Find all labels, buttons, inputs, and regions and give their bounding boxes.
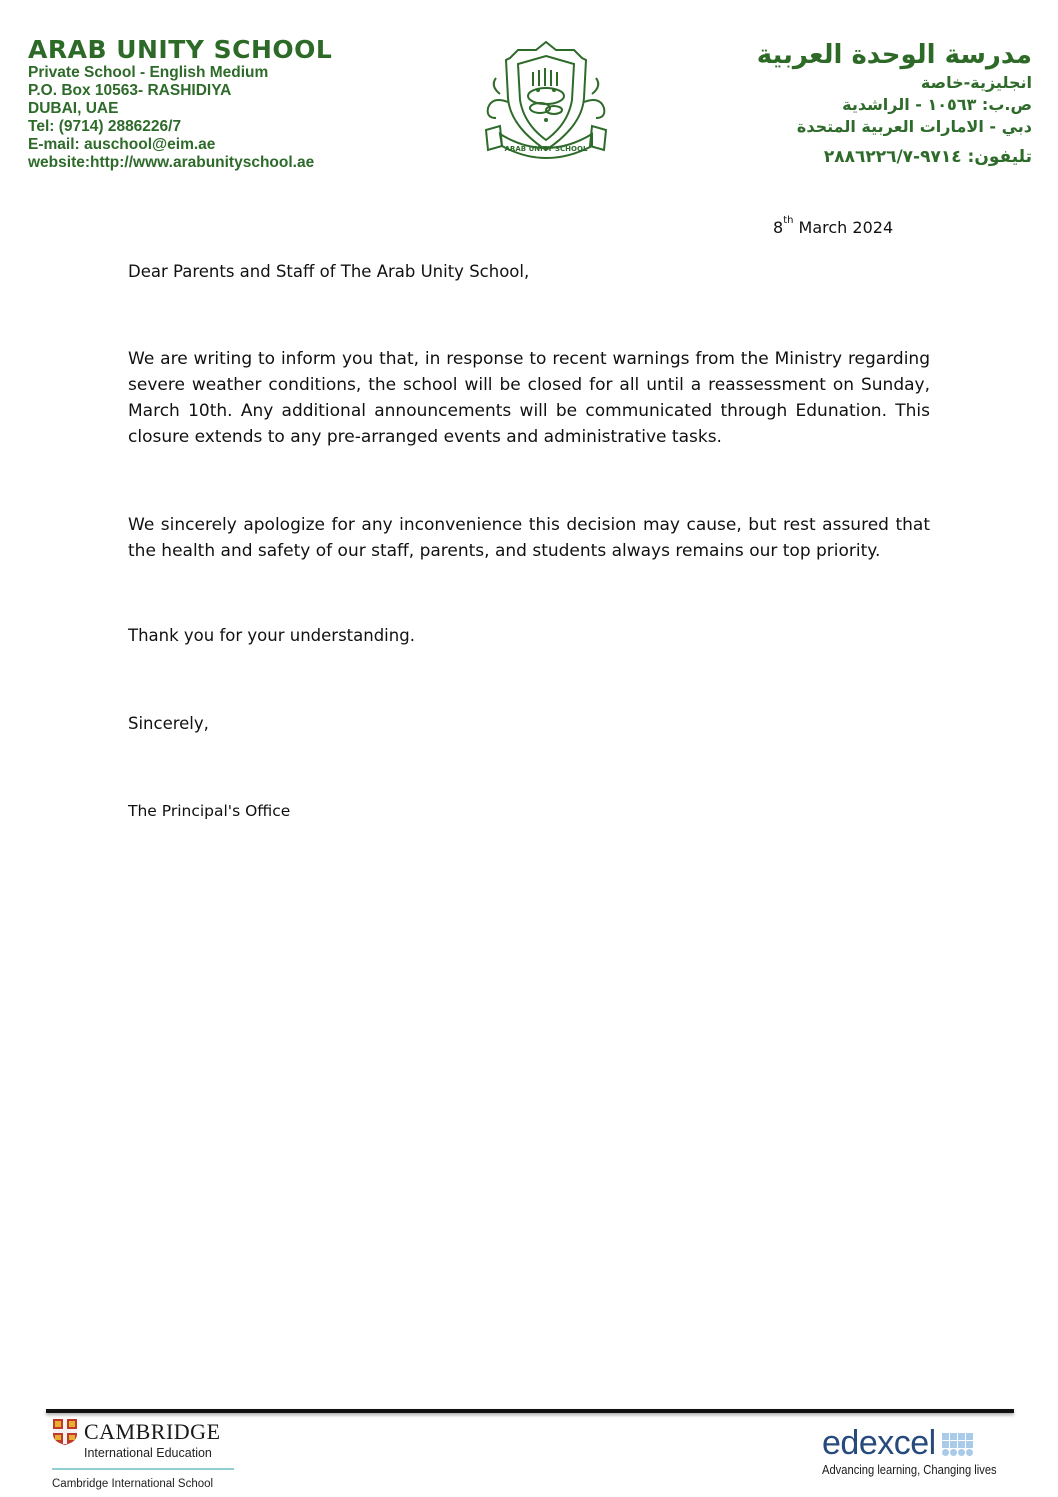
crest-banner-text: ARAB UNITY SCHOOL — [504, 145, 588, 153]
school-type: Private School - English Medium — [28, 64, 269, 81]
telephone-arabic: تليفون: ٩٧١٤-٢٨٨٦٢٢٦/٧ — [823, 147, 1032, 167]
date-day: 8 — [773, 218, 784, 237]
footer-divider — [46, 1409, 1014, 1413]
po-box-arabic: ص.ب: ١٠٥٦٣ - الراشدية — [842, 95, 1032, 114]
cambridge-divider — [52, 1468, 234, 1470]
city-arabic: دبي - الامارات العربية المتحدة — [796, 117, 1032, 136]
po-box: P.O. Box 10563- RASHIDIYA — [28, 82, 232, 99]
date-suffix: th — [783, 215, 794, 226]
paragraph-apology: We sincerely apologize for any inconvenience this decision may cause, but rest assured that the health and safety of our staff, parents, and students always remains our top priority. — [128, 515, 930, 561]
salutation: Dear Parents and Staff of The Arab Unity School, — [128, 262, 530, 281]
school-type-arabic: انجليزية-خاصة — [920, 73, 1032, 92]
city: DUBAI, UAE — [28, 100, 119, 117]
letterhead-arabic — [757, 38, 1032, 170]
website: website:http://www.arabunityschool.ae — [28, 154, 315, 171]
email: E-mail: auschool@eim.ae — [28, 136, 216, 153]
school-crest-icon — [478, 38, 614, 160]
cambridge-shield-icon — [52, 1418, 78, 1446]
school-name-arabic: مدرسة الوحدة العربية — [756, 40, 1032, 70]
edexcel-grid-icon — [942, 1433, 973, 1456]
telephone: Tel: (9714) 2886226/7 — [28, 118, 182, 135]
school-name: ARAB UNITY SCHOOL — [28, 35, 333, 64]
signature: The Principal's Office — [128, 802, 291, 820]
letter-date — [773, 215, 894, 237]
cambridge-subtitle: International Education — [84, 1446, 212, 1460]
letterhead-english — [28, 36, 332, 172]
edexcel-wordmark: edexcel — [822, 1424, 936, 1462]
edexcel-tagline: Advancing learning, Changing lives — [822, 1462, 997, 1477]
thanks-line: Thank you for your understanding. — [128, 626, 415, 645]
edexcel-logo — [822, 1424, 1012, 1477]
cambridge-wordmark: CAMBRIDGE — [84, 1419, 221, 1444]
date-month-year: March 2024 — [793, 218, 894, 237]
cambridge-logo — [52, 1418, 242, 1490]
paragraph-closure-notice: We are writing to inform you that, in response to recent warnings from the Ministry regarding severe weather conditions, the school will be closed for all until a reassessment on Sunday, March 10th. Any additional announcements will be communicated through Edunation. This closure extends to any pre-arranged events and administrative tasks. — [128, 349, 930, 447]
closing: Sincerely, — [128, 714, 209, 733]
cambridge-school-label: Cambridge International School — [52, 1478, 214, 1490]
